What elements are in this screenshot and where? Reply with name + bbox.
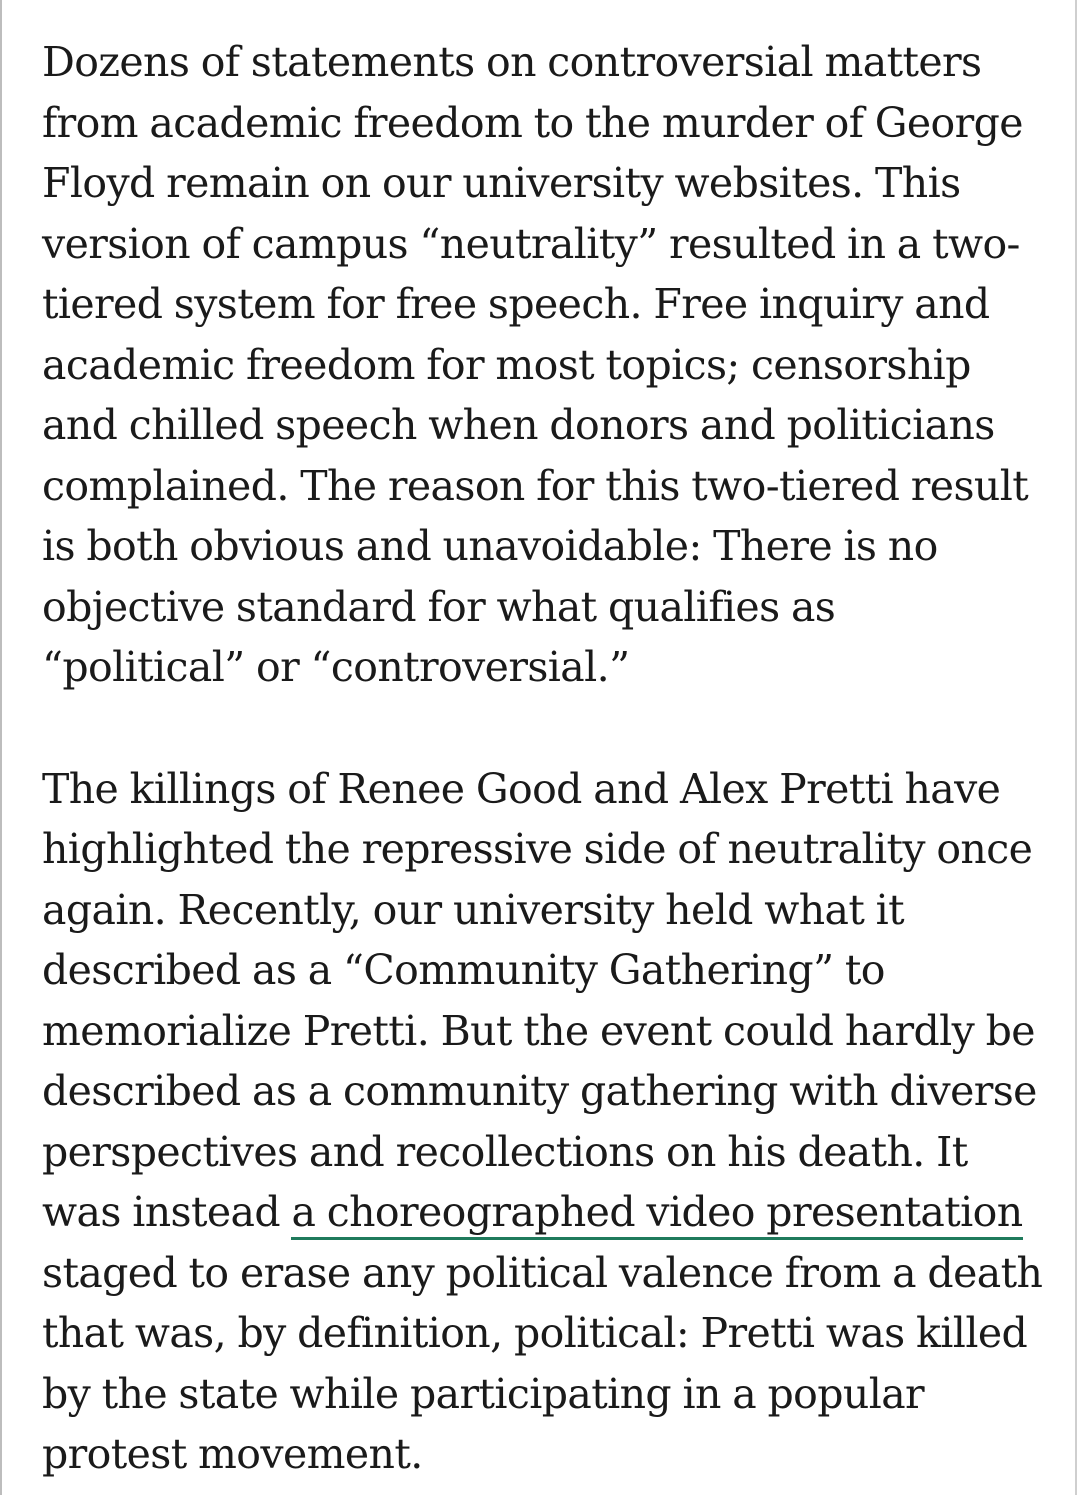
text-line: is both obvious and unavoidable: There is no: [42, 522, 938, 570]
text-line: objective standard for what qualifies as: [42, 582, 836, 631]
text-line: and chilled speech when donors and politicians: [42, 401, 995, 449]
paragraph-1: [42, 32, 1042, 698]
text-line: tiered system for free speech. Free inquiry and: [42, 280, 990, 328]
choreographed-video-link[interactable]: a choreographed video presentation: [291, 1188, 1022, 1240]
text-line: highlighted the repressive side of neutrality once: [42, 825, 1033, 873]
text-line: described as a “Community Gathering” to: [42, 946, 885, 994]
text-line: memorialize Pretti. But the event could hardly be: [42, 1006, 1035, 1055]
text-line: perspectives and recollections on his death. It: [42, 1127, 968, 1176]
text-line: that was, by definition, political: Pretti was killed: [42, 1309, 1028, 1357]
text-line: staged to erase any political valence from a death: [42, 1248, 1043, 1297]
link-prefix-text: was instead: [42, 1188, 292, 1236]
article-body: [42, 32, 1042, 1485]
text-line: again. Recently, our university held what it: [42, 885, 905, 934]
text-line: The killings of Renee Good and Alex Pretti have: [42, 764, 1001, 813]
text-line: from academic freedom to the murder of George: [42, 98, 1023, 147]
paragraph-2: [42, 759, 1042, 1485]
text-line: “political” or “controversial.”: [42, 643, 630, 691]
text-line: by the state while participating in a popular: [42, 1369, 925, 1418]
text-line: Dozens of statements on controversial matters: [42, 38, 982, 86]
text-line: academic freedom for most topics; censorship: [42, 340, 971, 389]
text-line: version of campus “neutrality” resulted in a two-: [42, 219, 1020, 268]
text-line: complained. The reason for this two-tiered result: [42, 461, 1029, 510]
text-line-with-link: [42, 1182, 1042, 1243]
text-line: described as a community gathering with diverse: [42, 1067, 1037, 1115]
text-line: protest movement.: [42, 1430, 423, 1478]
paragraph-spacer: [42, 698, 1042, 759]
text-line: Floyd remain on our university websites. This: [42, 159, 961, 207]
